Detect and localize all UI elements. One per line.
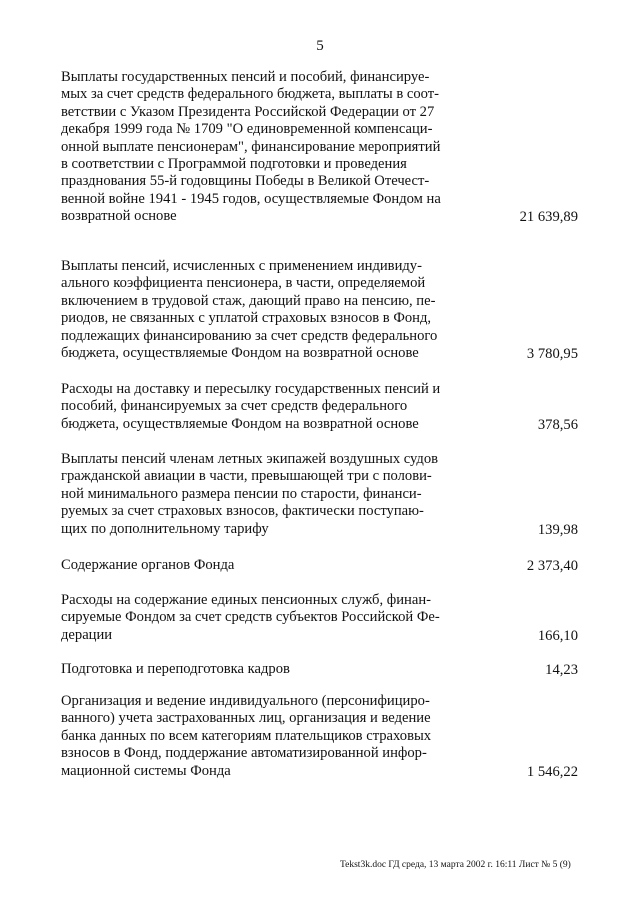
- expense-item-aviation-crews: [61, 451, 581, 538]
- expense-item-text: Выплаты государственных пенсий и пособий, финансируе- мых за счет средств федерального бюджета, выплаты в соот- ветствии с Указом Президента Российской Федерации от 27 декабря 1999 года № 1709 "О единовременной компенсаци- онной выплате пенсионерам", финансирование мероприятий в соответствии с Программой подготовки и проведения празднования 55-й годовщины Победы в Великой Отечест- венной войне 1941 - 1945 годов, осуществляемые Фондом на возвратной основе: [61, 69, 441, 225]
- expense-item-federal-pensions: [61, 69, 581, 226]
- expense-item-pension-services: [61, 592, 581, 644]
- expense-item-text: Выплаты пенсий членам летных экипажей воздушных судов гражданской авиации в части, превышающей три с полови- ной минимального размера пенсии по старости, финанси- руемых за счет страховых взносов, фактически поступаю- щих по дополнительному тарифу: [61, 451, 439, 537]
- expense-item-amount: 2 373,40: [526, 558, 578, 574]
- expense-item-amount: 139,98: [537, 521, 578, 538]
- document-footer: Tekst3k.doc ГД среда, 13 марта 2002 г. 16:11 Лист № 5 (9): [340, 860, 571, 870]
- expense-item-amount: 1 546,22: [526, 763, 578, 780]
- expense-item-amount: 378,56: [537, 416, 578, 433]
- expense-item-text: Выплаты пенсий, исчисленных с применением индивиду- ального коэффициента пенсионера, в части, определяемой включением в трудовой стаж, дающий право на пенсию, пе- риодов, не связанных с уплатой страховых взносов в Фонд, подлежащих финансированию за счет средств федерального бюджета, осуществляемые Фондом на возвратной основе: [61, 258, 438, 362]
- expense-item-fund-bodies: [61, 557, 581, 574]
- expense-item-individual-coefficient: [61, 258, 581, 362]
- expense-item-text: Расходы на доставку и пересылку государственных пенсий и пособий, финансируемых за счет средств федерального бюджета, осуществляемые Фондом на возвратной основе: [61, 381, 441, 432]
- page-number: 5: [316, 38, 324, 54]
- expense-item-delivery: [61, 381, 581, 433]
- expense-item-text: Расходы на содержание единых пенсионных служб, финан- сируемые Фондом за счет средств субъектов Российской Фе- дерации: [61, 592, 440, 643]
- expense-item-personified-accounting: [61, 693, 581, 780]
- expense-item-text: Содержание органов Фонда: [61, 557, 235, 573]
- expense-item-staff-training: [61, 661, 581, 678]
- expense-item-text: Организация и ведение индивидуального (персонифициро- ванного) учета застрахованных лиц, организация и ведение банка данных по всем категориям плательщиков страховых взносов в Фонд, поддержание автоматизированной инфор- мационной системы Фонда: [61, 693, 432, 779]
- expense-item-amount: 14,23: [545, 662, 578, 678]
- expense-item-amount: 3 780,95: [526, 346, 578, 363]
- expense-item-amount: 166,10: [537, 627, 578, 644]
- expense-item-amount: 21 639,89: [519, 209, 578, 226]
- expense-item-text: Подготовка и переподготовка кадров: [61, 661, 290, 677]
